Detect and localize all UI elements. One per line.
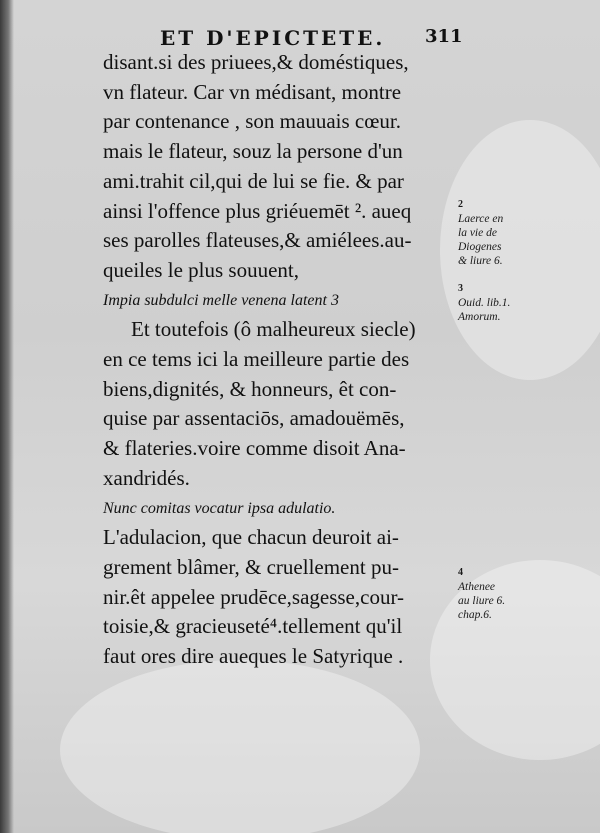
text-line: par contenance , son mauuais cœur. <box>103 109 401 134</box>
note-number: 3 <box>458 283 463 294</box>
margin-note-3 <box>458 282 510 324</box>
text-line: biens,dignités, & honneurs, êt con- <box>103 376 397 401</box>
note-line: Laerce en <box>458 213 504 225</box>
text-line: toisie,& gracieuseté⁴.tellement qu'il <box>103 614 403 639</box>
note-number: 2 <box>458 199 463 210</box>
note-line: au liure 6. <box>458 595 506 607</box>
text-line: grement blâmer, & cruellement pu- <box>103 554 399 579</box>
note-line: & liure 6. <box>458 255 503 267</box>
text-line: Et toutefois (ô malheureux siecle) <box>131 317 416 342</box>
text-line: L'adulacion, que chacun deuroit ai- <box>103 525 399 550</box>
page-gutter-shadow <box>0 0 14 833</box>
text-line: nir.êt appelee prudēce,sagesse,cour- <box>103 584 405 609</box>
text-line: en ce tems ici la meilleure partie des <box>103 347 410 372</box>
note-line: la vie de <box>458 227 497 239</box>
text-line: mais le flateur, souz la persone d'un <box>103 139 403 164</box>
text-line: vn flateur. Car vn médisant, montre <box>103 79 402 104</box>
note-line: Diogenes <box>458 241 502 253</box>
latin-quotation: Impia subdulci melle venena latent 3 <box>103 291 339 309</box>
text-line: ses parolles flateuses,& amiélees.au- <box>103 228 412 253</box>
text-line: queiles le plus souuent, <box>103 257 299 282</box>
note-line: Athenee <box>458 581 496 593</box>
margin-note-2 <box>458 198 503 268</box>
paper-stain <box>60 660 420 833</box>
margin-note-4 <box>458 566 505 622</box>
note-line: chap.6. <box>458 609 492 621</box>
note-line: Amorum. <box>458 311 501 323</box>
running-title: ET D'EPICTETE. <box>160 26 386 50</box>
text-line: disant.si des priuees,& doméstiques, <box>103 50 409 74</box>
note-number: 4 <box>458 567 463 578</box>
page-number: 311 <box>425 26 463 47</box>
text-line: faut ores dire aueques le Satyrique . <box>103 644 404 669</box>
text-line: ainsi l'offence plus griéuemēt ². aueq <box>103 198 412 223</box>
note-line: Ouid. lib.1. <box>458 297 511 309</box>
text-line: xandridés. <box>103 465 190 490</box>
text-line: ami.trahit cil,qui de lui se fie. & par <box>103 168 404 193</box>
text-line: quise par assentaciōs, amadouëmēs, <box>103 406 405 431</box>
body-text <box>103 48 458 672</box>
text-line: & flateries.voire comme disoit Ana- <box>103 436 406 461</box>
latin-quotation: Nunc comitas vocatur ipsa adulatio. <box>103 499 336 517</box>
